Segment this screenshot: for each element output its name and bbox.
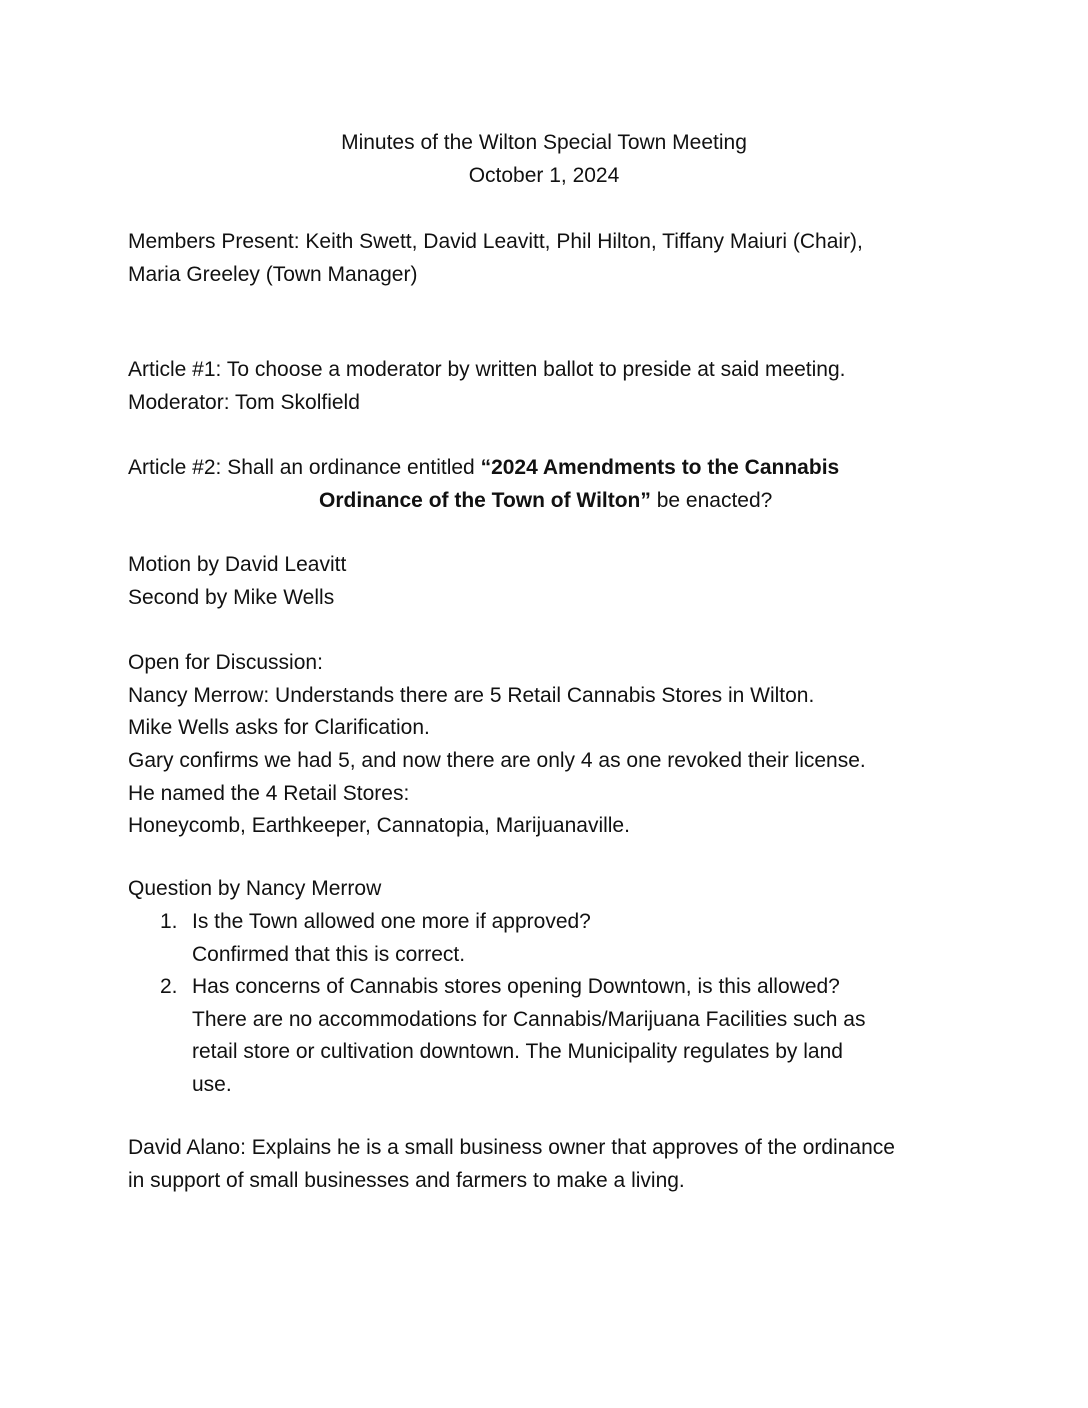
alano-statement xyxy=(128,1132,895,1197)
motion-line: Motion by David Leavitt xyxy=(128,553,347,576)
article-2-title-part-1: “2024 Amendments to the Cannabis xyxy=(480,456,840,479)
question-heading: Question by Nancy Merrow xyxy=(128,877,382,900)
discussion-line: Nancy Merrow: Understands there are 5 Retail Cannabis Stores in Wilton. xyxy=(128,683,815,707)
question-text xyxy=(192,906,591,971)
answer-line: Confirmed that this is correct. xyxy=(192,942,466,966)
document-title: Minutes of the Wilton Special Town Meeting xyxy=(341,131,747,154)
question-number: 1. xyxy=(160,910,178,933)
question-line: Is the Town allowed one more if approved? xyxy=(192,910,591,933)
question-text xyxy=(192,971,866,1102)
moderator-line: Moderator: Tom Skolfield xyxy=(128,390,360,414)
meeting-date: October 1, 2024 xyxy=(468,164,620,187)
members-line: Members Present: Keith Swett, David Leavitt, Phil Hilton, Tiffany Maiuri (Chair), xyxy=(128,230,863,253)
discussion-heading: Open for Discussion: xyxy=(128,651,323,674)
article-2-prefix: Article #2: Shall an ordinance entitled xyxy=(128,456,481,479)
motion-block xyxy=(128,549,346,614)
article-2-suffix: be enacted? xyxy=(650,489,773,512)
question-number: 2. xyxy=(160,975,178,998)
answer-line: There are no accommodations for Cannabis/Marijuana Facilities such as xyxy=(192,1007,866,1031)
question-item-2 xyxy=(160,971,866,1097)
question-line: Has concerns of Cannabis stores opening Downtown, is this allowed? xyxy=(192,975,840,998)
members-line: Maria Greeley (Town Manager) xyxy=(128,262,418,286)
article-2-line-1 xyxy=(128,452,839,485)
article-1 xyxy=(128,354,846,419)
discussion-line: Gary confirms we had 5, and now there are only 4 as one revoked their license. xyxy=(128,749,866,773)
question-item-1 xyxy=(160,906,591,966)
discussion-block xyxy=(128,647,866,843)
second-line: Second by Mike Wells xyxy=(128,585,335,609)
members-present xyxy=(128,226,863,291)
answer-line: use. xyxy=(192,1073,232,1097)
alano-line: David Alano: Explains he is a small business owner that approves of the ordinance xyxy=(128,1136,895,1159)
article-1-text: Article #1: To choose a moderator by written ballot to preside at said meeting. xyxy=(128,358,846,381)
discussion-line: Honeycomb, Earthkeeper, Cannatopia, Marijuanaville. xyxy=(128,814,630,838)
article-2-title-part-2: Ordinance of the Town of Wilton” xyxy=(319,489,651,512)
alano-line: in support of small businesses and farmers to make a living. xyxy=(128,1168,685,1192)
answer-line: retail store or cultivation downtown. The Municipality regulates by land xyxy=(192,1040,843,1064)
discussion-line: He named the 4 Retail Stores: xyxy=(128,781,410,805)
article-2-line-2 xyxy=(319,485,772,518)
discussion-line: Mike Wells asks for Clarification. xyxy=(128,716,430,740)
